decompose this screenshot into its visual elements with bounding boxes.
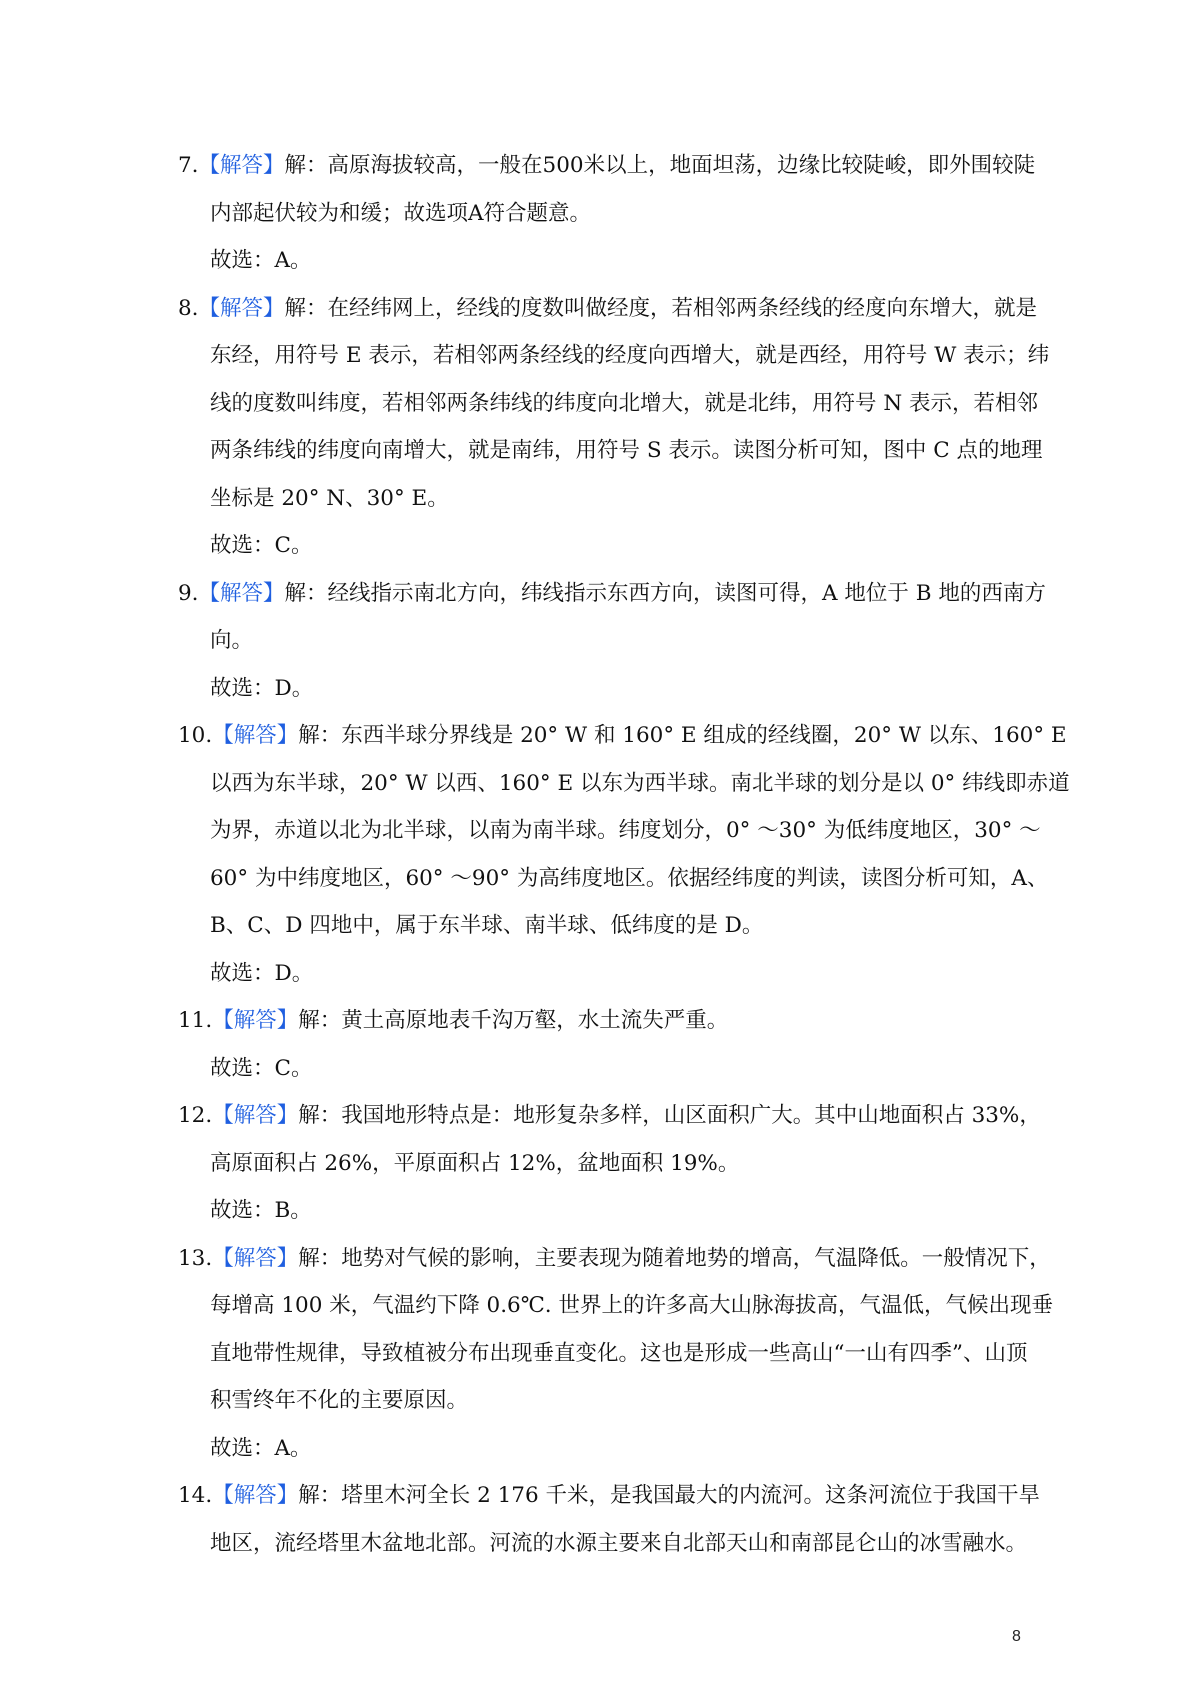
answer-choice: 故选：A。 [210, 248, 312, 273]
answer-block [178, 1472, 1040, 1567]
solution-prefix: 解： [298, 1483, 342, 1508]
answer-first-line [178, 1235, 1051, 1283]
question-number: 8. [178, 295, 199, 321]
solution-prefix: 解： [298, 1008, 342, 1033]
answer-text: 东西半球分界线是 20° W 和 160° E 组成的经线圈，20° W 以东、160° E [341, 723, 1067, 748]
answer-text: 黄土高原地表千沟万壑，水土流失严重。 [341, 1008, 729, 1033]
answer-text: 塔里木河全长 2 176 千米，是我国最大的内流河。这条河流位于我国干旱 [341, 1483, 1040, 1508]
answer-text: 地势对气候的影响，主要表现为随着地势的增高，气温降低。一般情况下， [341, 1245, 1051, 1271]
answer-first-line [178, 997, 1026, 1045]
answer-continuation-line: 以西为东半球，20° W 以西、160° E 以东为西半球。南北半球的划分是以 0° 纬线即赤道 [210, 770, 1070, 796]
answer-tag: 【解答】 [212, 1103, 299, 1128]
question-number: 10. [178, 723, 213, 748]
answer-first-line [178, 570, 1046, 618]
answer-continuation-line: 每增高 100 米，气温约下降 0.6℃. 世界上的许多高大山脉海拔高，气温低，气候出现垂 [210, 1293, 1053, 1318]
answer-continuation-line: 为界，赤道以北为北半球，以南为南半球。纬度划分，0° ～30° 为低纬度地区，30° ～ [210, 818, 1041, 843]
answer-continuation-line: B、C、D 四地中，属于东半球、南半球、低纬度的是 D。 [210, 913, 764, 938]
answer-first-line [178, 712, 1067, 760]
answer-choice: 故选：C。 [210, 533, 313, 558]
answer-text: 我国地形特点是：地形复杂多样，山区面积广大。其中山地面积占 33%， [341, 1103, 1041, 1128]
answer-first-line [178, 142, 1036, 190]
question-number: 11. [178, 1008, 213, 1033]
page-number: 8 [1012, 1628, 1021, 1645]
answer-block [178, 1092, 1041, 1235]
answer-block [178, 1235, 1053, 1473]
question-number: 7. [178, 153, 199, 178]
solution-prefix: 解： [298, 723, 342, 748]
question-number: 9. [178, 580, 199, 606]
answer-text: 经线指示南北方向，纬线指示东西方向，读图可得，A 地位于 B 地的西南方 [327, 580, 1046, 606]
question-number: 13. [178, 1245, 213, 1271]
answer-continuation-line: 内部起伏较为和缓；故选项A符合题意。 [210, 200, 592, 226]
answer-continuation-line: 向。 [210, 628, 254, 653]
answer-tag: 【解答】 [198, 153, 285, 178]
answer-first-line [178, 285, 1038, 333]
answer-continuation-line: 线的度数叫纬度，若相邻两条纬线的纬度向北增大，就是北纬，用符号 N 表示，若相邻 [210, 390, 1038, 416]
answer-continuation-line: 积雪终年不化的主要原因。 [210, 1388, 469, 1413]
answer-continuation-line: 坐标是 20° N、30° E。 [210, 485, 449, 511]
answer-tag: 【解答】 [212, 1008, 299, 1033]
solution-prefix: 解： [298, 1103, 342, 1128]
question-number: 12. [178, 1103, 213, 1128]
answer-first-line [178, 1092, 1041, 1140]
answer-choice: 故选：B。 [210, 1198, 312, 1223]
answer-first-line [178, 1472, 1040, 1520]
answer-continuation-line: 两条纬线的纬度向南增大，就是南纬，用符号 S 表示。读图分析可知，图中 C 点的地理 [210, 438, 1043, 463]
answer-block [178, 712, 1070, 997]
answer-block [178, 997, 1026, 1092]
answer-continuation-line: 地区，流经塔里木盆地北部。河流的水源主要来自北部天山和南部昆仑山的冰雪融水。 [210, 1530, 1028, 1556]
answer-continuation-line: 东经，用符号 E 表示，若相邻两条经线的经度向西增大，就是西经，用符号 W 表示；纬 [210, 343, 1050, 368]
answer-continuation-line: 直地带性规律，导致植被分布出现垂直变化。这也是形成一些高山“一山有四季”、山顶 [210, 1340, 1028, 1366]
answer-choice: 故选：C。 [210, 1055, 313, 1081]
solution-prefix: 解： [298, 1245, 342, 1271]
answer-text: 在经纬网上，经线的度数叫做经度，若相邻两条经线的经度向东增大，就是 [327, 295, 1038, 321]
question-number: 14. [178, 1483, 213, 1508]
answer-tag: 【解答】 [198, 580, 285, 606]
answer-tag: 【解答】 [198, 295, 285, 321]
answer-tag: 【解答】 [212, 723, 299, 748]
answer-tag: 【解答】 [212, 1245, 299, 1271]
answer-choice: 故选：D。 [210, 960, 314, 986]
answer-continuation-line: 高原面积占 26%，平原面积占 12%，盆地面积 19%。 [210, 1150, 740, 1176]
answer-block [178, 142, 1036, 285]
answer-continuation-line: 60° 为中纬度地区，60° ～90° 为高纬度地区。依据经纬度的判读，读图分析可知，A、 [210, 865, 1049, 891]
answer-block [178, 285, 1050, 570]
solution-prefix: 解： [284, 295, 328, 321]
solution-prefix: 解： [284, 580, 328, 606]
answer-choice: 故选：D。 [210, 675, 314, 701]
answer-block [178, 570, 1046, 713]
solution-prefix: 解： [284, 153, 328, 178]
answer-tag: 【解答】 [212, 1483, 299, 1508]
answer-list [178, 142, 1070, 1567]
answer-choice: 故选：A。 [210, 1435, 312, 1461]
answer-text: 高原海拔较高，一般在500米以上，地面坦荡，边缘比较陡峻，即外围较陡 [327, 153, 1036, 178]
